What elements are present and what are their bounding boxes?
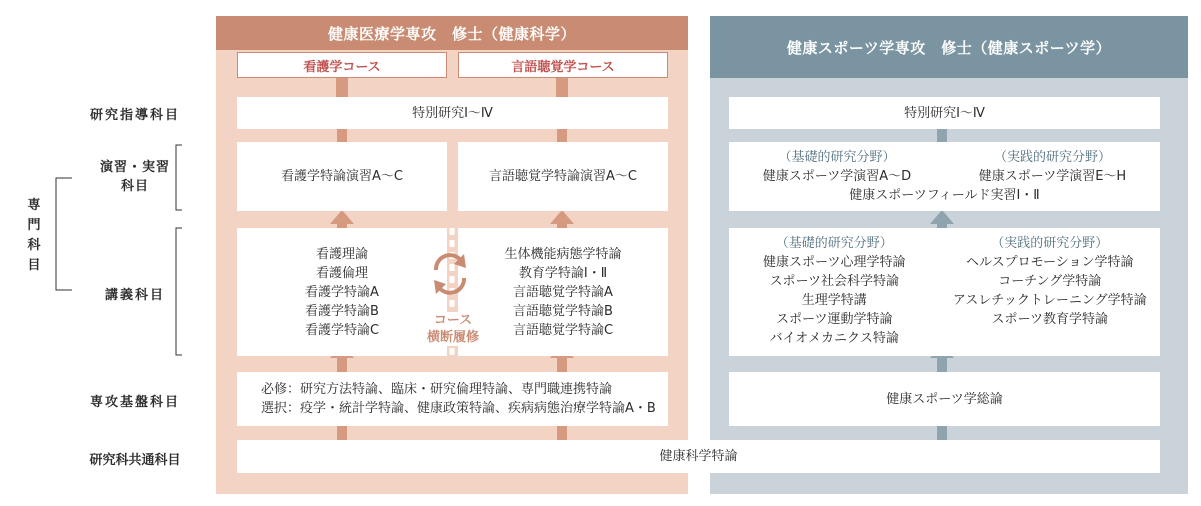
lecture-basic-heading: （基礎的研究分野） (775, 236, 893, 251)
left-foundation-box (237, 372, 668, 426)
lecture-item: 生体機能病態学特論 (504, 246, 622, 262)
lecture-item: ヘルスプロモーション学特論 (965, 255, 1134, 270)
common-course-text: 健康科学特論 (659, 449, 738, 464)
lecture-practical-heading: （実践的研究分野） (991, 236, 1109, 251)
lecture-item: 言語聴覚学特論B (513, 303, 613, 319)
lecture-item: 言語聴覚学特論C (512, 322, 614, 338)
cycle-arrows-icon (428, 248, 472, 302)
lecture-item: 看護倫理 (315, 265, 368, 281)
lecture-item: スポーツ運動学特論 (776, 312, 893, 327)
arrow-up-icon (930, 210, 954, 224)
right-lecture-box (729, 228, 1160, 356)
common-course-box (237, 440, 1160, 473)
bracket-lines (0, 0, 220, 506)
speech-seminar-box (458, 142, 668, 211)
lecture-item: バイオメカニクス特論 (769, 331, 899, 346)
foundation-required: 必修：研究方法特論、臨床・研究倫理特論、専門職連携特論 (261, 382, 613, 397)
nursing-course-label: 看護学コース (237, 52, 447, 78)
senmon-char: 門 (27, 218, 41, 233)
lecture-item: 看護学特論B (305, 303, 379, 319)
right-foundation-box (729, 372, 1160, 426)
seminar-practical-heading: （実践的研究分野） (993, 150, 1111, 165)
lecture-item: 看護理論 (315, 246, 368, 262)
lecture-item: コーチング学特論 (998, 274, 1102, 289)
seminar-practical-item: 健康スポーツ学演習E〜H (978, 169, 1127, 184)
right-foundation-text: 健康スポーツ学総論 (886, 391, 1003, 407)
cross-course-line: 横断履修 (426, 330, 479, 345)
seminar-field-item: 健康スポーツフィールド実習Ⅰ・Ⅱ (849, 188, 1040, 203)
row-label-seminar-line: 科目 (120, 179, 149, 194)
lecture-item: スポーツ教育学特論 (991, 312, 1108, 327)
senmon-char: 目 (27, 258, 41, 273)
left-research-box (237, 97, 668, 129)
connector-bar (336, 78, 348, 98)
cross-course-label (414, 312, 492, 346)
health-medical-title: 健康医療学専攻 修士（健康科学） (216, 16, 688, 50)
lecture-item: 生理学特講 (801, 293, 867, 308)
lecture-item: 教育学特論Ⅰ・Ⅱ (518, 265, 608, 281)
left-research-text: 特別研究Ⅰ〜Ⅳ (412, 105, 493, 121)
speech-course-label: 言語聴覚学コース (458, 52, 668, 78)
cross-course-line: コース (433, 313, 473, 328)
foundation-elective: 選択：疫学・統計学特論、健康政策特論、疾病病態治療学特論A・B (261, 401, 656, 416)
lecture-bracket (176, 228, 182, 355)
row-label-research: 研究指導科目 (89, 108, 180, 123)
health-sports-title: 健康スポーツ学専攻 修士（健康スポーツ学） (710, 16, 1188, 78)
row-label-lecture: 講義科目 (104, 288, 165, 303)
row-label-seminar-line: 演習・実習 (99, 160, 170, 175)
nursing-seminar-box (237, 142, 447, 211)
lecture-item: 看護学特論C (304, 322, 380, 338)
senmon-char: 専 (27, 198, 41, 213)
arrow-up-icon (550, 210, 574, 224)
senmon-char: 科 (27, 238, 41, 253)
row-label-common: 研究科共通科目 (89, 453, 181, 468)
arrow-up-icon (330, 210, 354, 224)
lecture-item: 健康スポーツ心理学特論 (763, 255, 906, 270)
lecture-item: 看護学特論A (305, 284, 379, 300)
seminar-bracket (176, 145, 182, 210)
lecture-item: アスレチックトレーニング学特論 (952, 293, 1147, 308)
speech-seminar-text: 言語聴覚学特論演習A〜C (489, 169, 637, 184)
seminar-basic-item: 健康スポーツ学演習A〜D (762, 169, 912, 184)
right-research-text: 特別研究Ⅰ〜Ⅳ (904, 105, 985, 121)
nursing-seminar-text: 看護学特論演習A〜C (281, 169, 403, 184)
lecture-item: 言語聴覚学特論A (513, 284, 613, 300)
row-label-foundation: 専攻基盤科目 (89, 395, 180, 410)
senmon-bracket (56, 178, 72, 290)
right-seminar-box (729, 142, 1160, 211)
seminar-basic-heading: （基礎的研究分野） (778, 150, 896, 165)
right-research-box (729, 97, 1160, 129)
lecture-item: スポーツ社会科学特論 (769, 274, 899, 289)
